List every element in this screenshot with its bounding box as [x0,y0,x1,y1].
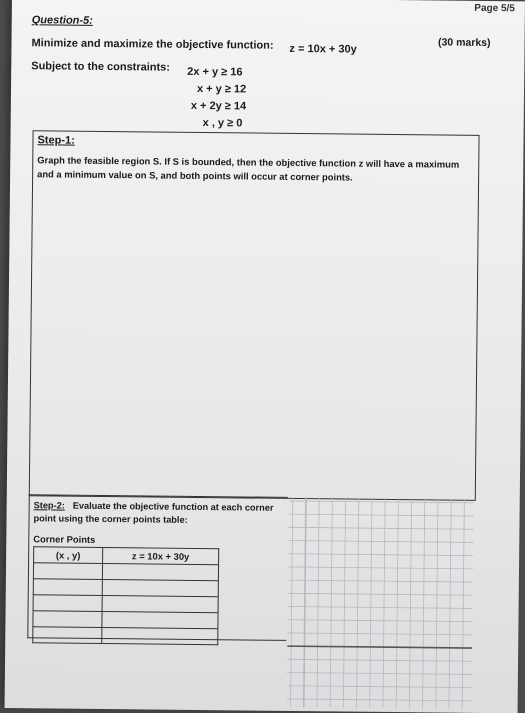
column-header-point: (x , y) [34,547,103,564]
grid-line-horizontal [287,646,472,648]
table-cell[interactable] [102,595,218,612]
table-cell[interactable] [102,611,218,628]
table-cell[interactable] [33,595,102,612]
table-row [33,627,218,645]
table-cell[interactable] [33,563,102,580]
grid-line-vertical [330,497,332,707]
objective-instruction: Minimize and maximize the objective function: [31,37,274,52]
table-cell[interactable] [33,611,102,628]
constraints-list [187,64,247,133]
question-title: Question-5: [31,14,93,27]
grid-line-vertical [357,498,359,708]
grid-line-vertical [449,499,451,709]
table-row [33,563,218,581]
worksheet-page [5,0,525,713]
step1-graph-box [29,130,480,501]
marks-label: (30 marks) [437,36,491,50]
table-row [33,579,218,597]
constraint-3: x + 2y ≥ 14 [190,99,247,113]
grid-line-horizontal [288,580,473,582]
constraints-heading: Subject to the constraints: [31,60,171,74]
grid-line-horizontal [287,620,472,622]
grid-line-horizontal [287,633,472,635]
graph-paper-grid [287,497,474,709]
page-number: Page 5/5 [474,2,515,15]
grid-line-horizontal [287,673,472,675]
grid-line-vertical [291,497,293,707]
table-cell[interactable] [102,627,218,644]
grid-line-vertical [462,499,464,709]
table-cell[interactable] [102,563,218,580]
grid-line-horizontal [289,501,474,503]
table-header-row [34,547,219,565]
grid-line-vertical [423,498,425,708]
constraint-4: x , y ≥ 0 [202,117,243,130]
step2-label: Step-2: [33,500,65,511]
table-cell[interactable] [33,627,102,644]
constraint-1: 2x + y ≥ 16 [187,65,243,79]
table-row [33,595,218,613]
grid-line-vertical [436,498,438,708]
grid-line-horizontal [289,514,474,516]
step2-box [27,494,287,641]
constraint-2: x + y ≥ 12 [196,82,247,96]
step1-label: Step-1: [37,134,75,147]
corner-points-table [32,546,219,645]
grid-line-vertical [370,498,372,708]
grid-line-vertical [396,498,398,708]
grid-lines [287,497,474,709]
table-cell[interactable] [33,579,102,596]
grid-line-horizontal [288,554,473,556]
grid-line-vertical [304,497,306,707]
table-row [33,611,218,629]
step1-instruction: Graph the feasible region S. If S is bounded, then the objective function z will have a maximum and a minimum value on S, and both points will occur at corner points. [37,154,460,183]
step2-text: Evaluate the objective function at each corner point using the corner points table: [33,500,274,525]
grid-line-horizontal [287,659,472,661]
column-header-z: z = 10x + 30y [103,547,219,564]
grid-line-horizontal [288,541,473,543]
corner-points-title: Corner Points [33,533,96,545]
grid-line-horizontal [288,527,473,529]
grid-line-horizontal [288,567,473,569]
grid-line-vertical [409,498,411,708]
table-cell[interactable] [102,579,218,596]
grid-line-horizontal [287,686,472,688]
grid-line-horizontal [288,593,473,595]
step2-instruction [33,499,283,528]
grid-line-vertical [343,498,345,708]
grid-line-vertical [317,497,319,707]
objective-function: z = 10x + 30y [289,42,357,56]
grid-line-horizontal [288,607,473,609]
grid-line-vertical [383,498,385,708]
